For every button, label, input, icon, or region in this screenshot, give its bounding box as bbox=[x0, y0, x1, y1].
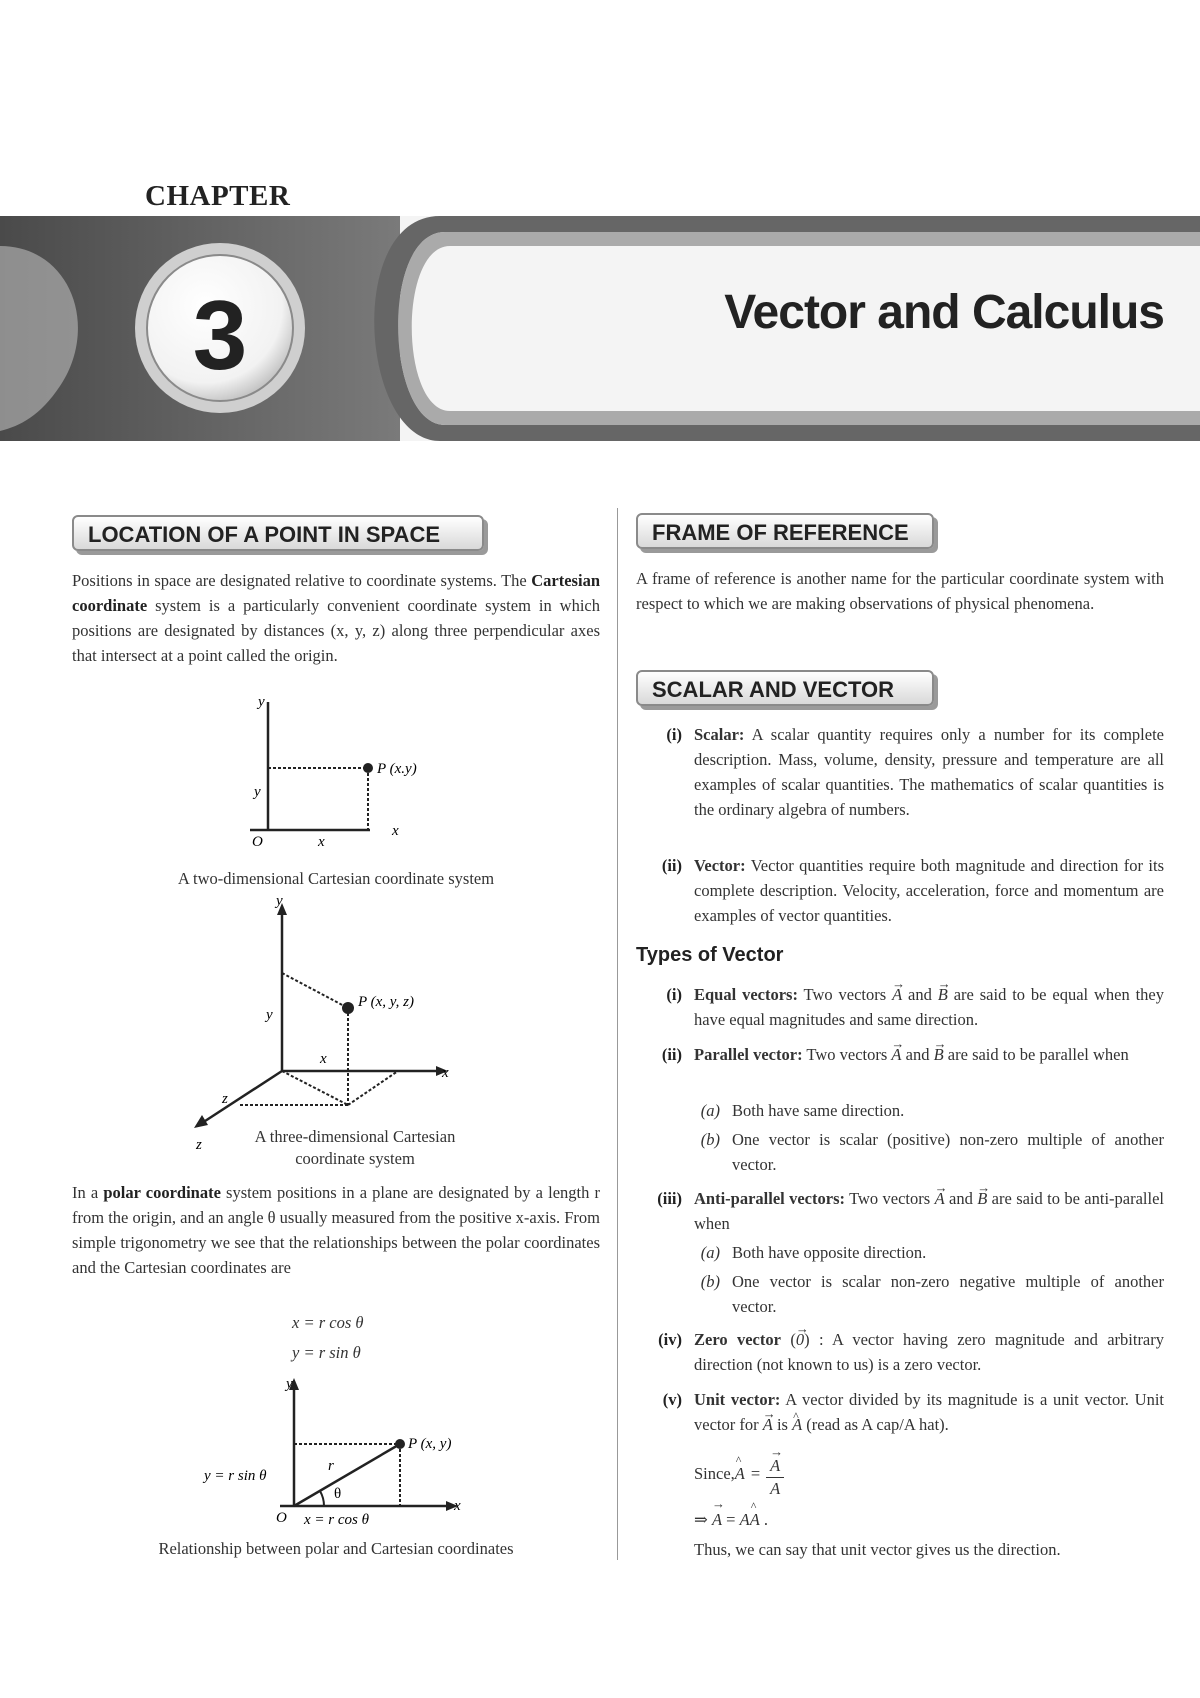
section-heading-scalar-vector: SCALAR AND VECTOR bbox=[636, 670, 934, 706]
text: A scalar quantity requires only a number for its complete description. Mass, volume, density, pressure and temperature are all examples of scalar quantities. The mathematics of scalar quantities is the ordinary algebra of numbers. bbox=[694, 725, 1164, 819]
figure-caption: A two-dimensional Cartesian coordinate system bbox=[177, 869, 495, 888]
text: A vector divided by its magnitude is a unit vector. Unit vector for bbox=[694, 1390, 1164, 1434]
distance-label: y bbox=[266, 1007, 273, 1023]
axis-label: y bbox=[286, 1376, 293, 1392]
point-label: P (x, y, z) bbox=[358, 994, 414, 1010]
item-title: Parallel vector: bbox=[694, 1045, 803, 1064]
sub-item-label: (a) bbox=[700, 1243, 720, 1262]
item-title: Unit vector: bbox=[694, 1390, 781, 1409]
frame-paragraph: A frame of reference is another name for the particular coordinate system with respect to which we are making observations of physical phenomena. bbox=[636, 569, 1164, 613]
vector-a: → A bbox=[712, 1510, 722, 1529]
sub-item-text: Both have opposite direction. bbox=[732, 1243, 927, 1262]
axis-label: x bbox=[392, 823, 399, 839]
figure-caption bbox=[220, 1126, 490, 1170]
text: system is a particularly convenient coordinate system in which positions are designated by distances (x, y, z) along three perpendicular axes that intersect at a point called the origin. bbox=[72, 596, 600, 665]
item-text bbox=[694, 1042, 1164, 1067]
sub-item bbox=[694, 1240, 1164, 1265]
text: are said to be parallel when bbox=[943, 1045, 1129, 1064]
item-title: Anti-parallel vectors: bbox=[694, 1189, 845, 1208]
vector-a: → A bbox=[935, 1189, 945, 1208]
numerator: → A bbox=[770, 1455, 780, 1477]
list-item-parallel-vector bbox=[636, 1042, 1164, 1067]
sub-item bbox=[694, 1127, 1164, 1177]
caption-line: A three-dimensional Cartesian bbox=[254, 1127, 456, 1146]
item-label: (v) bbox=[662, 1390, 682, 1409]
equation-x: x = r cos θ bbox=[292, 1313, 364, 1332]
sub-item-label: (a) bbox=[700, 1101, 720, 1120]
chapter-title: Vector and Calculus bbox=[724, 286, 1164, 339]
r-label: r bbox=[328, 1458, 334, 1474]
text: are said to be equal when they have equal magnitudes and same direction. bbox=[694, 985, 1165, 1029]
magnitude-a: A bbox=[739, 1510, 750, 1529]
axis-label: x bbox=[454, 1498, 461, 1514]
dashed-line bbox=[282, 1071, 348, 1105]
item-text bbox=[694, 722, 1164, 822]
axis-label: x bbox=[442, 1065, 449, 1081]
figure-polar bbox=[200, 1372, 480, 1532]
sub-item bbox=[694, 1269, 1164, 1319]
unit-vector-a: ^ A bbox=[750, 1510, 760, 1529]
vector-a: → A bbox=[763, 1415, 773, 1434]
denominator: A bbox=[770, 1478, 781, 1498]
distance-label: x bbox=[320, 1051, 327, 1067]
axis-label: y bbox=[258, 694, 265, 710]
dashed-line bbox=[282, 973, 348, 1008]
list-item-vector bbox=[636, 853, 1164, 928]
text: Positions in space are designated relative to coordinate systems. The bbox=[72, 571, 532, 590]
arrowhead bbox=[194, 1115, 208, 1128]
section-heading-frame: FRAME OF REFERENCE bbox=[636, 513, 934, 549]
item-label: (iii) bbox=[657, 1189, 682, 1208]
point-p bbox=[363, 763, 373, 773]
list-item-equal-vectors bbox=[636, 982, 1164, 1032]
distance-label: z bbox=[222, 1091, 228, 1107]
vector-a: → A bbox=[892, 985, 902, 1004]
distance-label: y bbox=[254, 784, 261, 800]
item-title: Scalar: bbox=[694, 725, 745, 744]
equals-sign: = bbox=[722, 1510, 740, 1529]
origin-label: O bbox=[252, 834, 263, 850]
text: are said to be anti-parallel when bbox=[694, 1189, 1164, 1233]
vector-a: → A bbox=[891, 1045, 901, 1064]
list-item-anti-parallel bbox=[636, 1186, 1164, 1236]
distance-label: x bbox=[318, 834, 325, 850]
radius-line bbox=[294, 1444, 400, 1506]
chapter-number: 3 bbox=[192, 280, 248, 390]
text: Two vectors bbox=[802, 1045, 892, 1064]
origin-label: O bbox=[276, 1510, 287, 1526]
unit-vector-a: ^ A bbox=[735, 1464, 745, 1484]
text: Vector quantities require both magnitude and direction for its complete description. Velocity, acceleration, force and momentum are examples of vector quantities. bbox=[694, 856, 1164, 925]
vector-b: → B bbox=[938, 985, 948, 1004]
figure-caption: Relationship between polar and Cartesian coordinates bbox=[158, 1539, 514, 1558]
figure-2d-cartesian bbox=[230, 690, 430, 850]
z-axis bbox=[202, 1071, 282, 1123]
list-item-scalar bbox=[636, 722, 1164, 822]
text: In a bbox=[72, 1183, 104, 1202]
y-relation-label: y = r sin θ bbox=[204, 1468, 267, 1484]
item-text: Zero vector (→ 0) : A vector having zero magnitude and arbitrary direction (not known to us) is a zero vector. bbox=[694, 1327, 1164, 1377]
point-p bbox=[395, 1439, 405, 1449]
text: and bbox=[901, 1045, 934, 1064]
implies-sign: ⇒ bbox=[694, 1510, 712, 1529]
item-label: (i) bbox=[666, 985, 682, 1004]
bold-term: Cartesian coordinate bbox=[72, 571, 600, 615]
axis-label: z bbox=[196, 1137, 202, 1153]
unit-vector-conclusion: Thus, we can say that unit vector gives us the direction. bbox=[694, 1540, 1061, 1559]
item-text bbox=[694, 1186, 1164, 1236]
column-divider bbox=[617, 508, 618, 1560]
point-label: P (x.y) bbox=[377, 761, 417, 777]
sub-item-text: One vector is scalar (positive) non-zero multiple of another vector. bbox=[732, 1130, 1164, 1174]
text: Two vectors bbox=[845, 1189, 935, 1208]
text: is bbox=[772, 1415, 793, 1434]
text: : A vector having zero magnitude and arbitrary direction (not known to us) is a zero vector. bbox=[694, 1330, 1165, 1374]
dashed-line bbox=[348, 1071, 398, 1105]
chapter-label: CHAPTER bbox=[145, 180, 291, 212]
sub-item-label: (b) bbox=[700, 1272, 720, 1291]
unit-vector-a: ^ A bbox=[792, 1415, 802, 1434]
sub-item-text: Both have same direction. bbox=[732, 1101, 905, 1120]
item-text bbox=[694, 982, 1164, 1032]
point-p bbox=[342, 1002, 354, 1014]
item-title: Vector: bbox=[694, 856, 746, 875]
item-label: (ii) bbox=[661, 1045, 682, 1064]
list-item-unit-vector bbox=[636, 1387, 1164, 1437]
text: and bbox=[944, 1189, 978, 1208]
point-label: P (x, y) bbox=[408, 1436, 452, 1452]
angle-arc bbox=[320, 1491, 324, 1506]
equation-y: y = r sin θ bbox=[292, 1343, 361, 1362]
bold-term: polar coordinate bbox=[103, 1183, 221, 1202]
location-paragraph-1 bbox=[72, 568, 600, 668]
item-title: Zero vector bbox=[694, 1330, 781, 1349]
text: Two vectors bbox=[797, 985, 893, 1004]
fraction bbox=[766, 1449, 784, 1500]
axis-label: y bbox=[276, 893, 283, 909]
text: and bbox=[902, 985, 938, 1004]
item-label: (ii) bbox=[661, 856, 682, 875]
item-label: (i) bbox=[666, 725, 682, 744]
item-text bbox=[694, 1387, 1164, 1437]
formula-since bbox=[694, 1448, 784, 1500]
sub-item bbox=[694, 1098, 1164, 1123]
text: Since, bbox=[694, 1464, 735, 1483]
figure-3d-cartesian bbox=[180, 893, 460, 1153]
section-heading-location: LOCATION OF A POINT IN SPACE bbox=[72, 515, 484, 551]
vector-b: → B bbox=[977, 1189, 987, 1208]
item-label: (iv) bbox=[658, 1330, 682, 1349]
list-item-zero-vector bbox=[636, 1327, 1164, 1377]
equals-sign: = bbox=[750, 1464, 761, 1483]
location-paragraph-2 bbox=[72, 1180, 600, 1280]
sub-item-text: One vector is scalar non-zero negative multiple of another vector. bbox=[732, 1272, 1164, 1316]
subheading-types-of-vector: Types of Vector bbox=[636, 944, 784, 966]
item-text bbox=[694, 853, 1164, 928]
caption-line: coordinate system bbox=[295, 1149, 415, 1168]
text: system positions in a plane are designated by a length r from the origin, and an angle θ usually measured from the positive x-axis. From simple trigonometry we see that the relationships between the polar coordinates and the Cartesian coordinates are bbox=[72, 1183, 600, 1277]
theta-label: θ bbox=[334, 1486, 342, 1502]
item-title: Equal vectors: bbox=[694, 985, 798, 1004]
x-relation-label: x = r cos θ bbox=[304, 1512, 369, 1528]
zero-vector-symbol: → 0 bbox=[796, 1330, 804, 1349]
text: (read as A cap/A hat). bbox=[802, 1415, 949, 1434]
vector-b: → B bbox=[934, 1045, 944, 1064]
sub-item-label: (b) bbox=[700, 1130, 720, 1149]
formula-implies: ⇒ → A = A^ A . bbox=[694, 1510, 768, 1530]
